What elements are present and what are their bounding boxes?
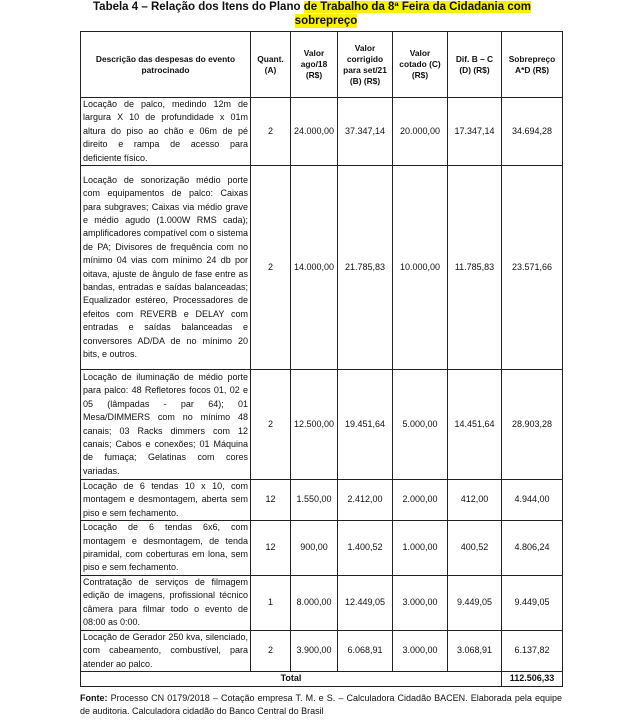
expense-table xyxy=(80,31,563,687)
header-valor-ago: Valor ago/18 (R$) xyxy=(291,32,338,98)
total-value: 112.506,33 xyxy=(502,672,563,686)
total-label: Total xyxy=(81,672,502,686)
header-row xyxy=(81,32,563,98)
row-valor-ago: 24.000,00 xyxy=(291,98,338,166)
row-valor-cotado: 20.000,00 xyxy=(393,98,448,166)
header-sobrepreco: Sobrepreço A*D (R$) xyxy=(502,32,563,98)
row-dif: 11.785,83 xyxy=(448,166,502,370)
row-valor-ago: 1.550,00 xyxy=(291,480,338,521)
row-dif: 412,00 xyxy=(448,480,502,521)
row-valor-cotado: 3.000,00 xyxy=(393,575,448,630)
row-desc: Contratação de serviços de filmagem edição de imagens, profissional técnico câmera para filmar todo o evento de 08:00 as 0:00. xyxy=(81,575,251,630)
table-row xyxy=(81,630,563,671)
row-sobrepreco: 23.571,66 xyxy=(502,166,563,370)
table-row xyxy=(81,98,563,166)
footnote-label: Fonte: xyxy=(80,693,108,703)
row-desc: Locação de Gerador 250 kva, silenciado, com cabeamento, combustível, para atender ao palco. xyxy=(81,630,251,671)
row-valor-ago: 14.000,00 xyxy=(291,166,338,370)
row-valor-corrigido: 6.068,91 xyxy=(338,630,393,671)
total-row xyxy=(81,672,563,686)
row-valor-corrigido: 21.785,83 xyxy=(338,166,393,370)
row-dif: 400,52 xyxy=(448,521,502,576)
title-highlight-2: sobrepreço xyxy=(294,15,358,27)
row-quant: 1 xyxy=(251,575,291,630)
row-sobrepreco: 34.694,28 xyxy=(502,98,563,166)
source-footnote xyxy=(80,692,562,718)
row-dif: 9.449,05 xyxy=(448,575,502,630)
row-valor-cotado: 5.000,00 xyxy=(393,370,448,480)
row-valor-corrigido: 19.451,64 xyxy=(338,370,393,480)
row-dif: 14.451,64 xyxy=(448,370,502,480)
row-valor-corrigido: 2.412,00 xyxy=(338,480,393,521)
row-quant: 2 xyxy=(251,98,291,166)
row-valor-cotado: 1.000,00 xyxy=(393,521,448,576)
row-valor-ago: 8.000,00 xyxy=(291,575,338,630)
footnote-text: Processo CN 0179/2018 – Cotação empresa T. M. e S. – Calculadora Cidadão BACEN. Elaborada pela equipe de auditoria. Calculadora cidadão do Banco Central do Brasil xyxy=(80,693,562,716)
title-highlight-1: de Trabalho da 8ª Feira da Cidadania com xyxy=(303,1,531,13)
row-valor-corrigido: 37.347,14 xyxy=(338,98,393,166)
row-dif: 17.347,14 xyxy=(448,98,502,166)
row-valor-ago: 3.900,00 xyxy=(291,630,338,671)
header-dif: Dif. B – C (D) (R$) xyxy=(448,32,502,98)
table-row xyxy=(81,480,563,521)
row-desc: Locação de 6 tendas 6x6, com montagem e desmontagem, de tenda piramidal, com coberturas em lona, sem piso e sem fechamento. xyxy=(81,521,251,576)
row-valor-cotado: 2.000,00 xyxy=(393,480,448,521)
header-valor-cotado: Valor cotado (C) (R$) xyxy=(393,32,448,98)
header-valor-corrigido: Valor corrigido para set/21 (B) (R$) xyxy=(338,32,393,98)
row-desc: Locação de 6 tendas 10 x 10, com montagem e desmontagem, aberta sem piso e sem fechamento. xyxy=(81,480,251,521)
table-title xyxy=(0,0,624,28)
table-row xyxy=(81,521,563,576)
row-valor-cotado: 10.000,00 xyxy=(393,166,448,370)
row-desc: Locação de sonorização médio porte com equipamentos de palco: Caixas para subgraves; Caixas via médio grave e médio agudo (1.000W RMS cada); amplificadores compatível com o sistema de PA; Divisores de frequência com no mínimo 04 vias com mínimo 24 db por oitava, ajuste de ângulo de fase entre as bandas, entradas e saídas balanceadas; Equalizador estéreo, Processadores de efeitos com REVERB e DELAY com entradas e saídas balanceadas e conversores AD/DA de no mínimo 20 bits, e outros. xyxy=(81,166,251,370)
header-quant: Quant. (A) xyxy=(251,32,291,98)
row-quant: 2 xyxy=(251,166,291,370)
row-quant: 12 xyxy=(251,521,291,576)
row-valor-corrigido: 12.449,05 xyxy=(338,575,393,630)
row-sobrepreco: 4.944,00 xyxy=(502,480,563,521)
row-valor-ago: 12.500,00 xyxy=(291,370,338,480)
table-row xyxy=(81,166,563,370)
row-valor-corrigido: 1.400,52 xyxy=(338,521,393,576)
row-desc: Locação de palco, medindo 12m de largura X 10 de profundidade x 01m altura do piso ao chão e 06m de pé direito e rampa de acesso para deficiente físico. xyxy=(81,98,251,166)
row-dif: 3.068,91 xyxy=(448,630,502,671)
row-quant: 2 xyxy=(251,370,291,480)
header-desc: Descrição das despesas do evento patrocinado xyxy=(81,32,251,98)
row-desc: Locação de iluminação de médio porte para palco: 48 Refletores focos 01, 02 e 05 (lâmpadas - par 64); 01 Mesa/DIMMERS com no mínimo 48 canais; 03 Racks dimmers com 12 canais; Cabos e conexões; 01 Máquina de fumaça; Gelatinas com cores variadas. xyxy=(81,370,251,480)
row-quant: 12 xyxy=(251,480,291,521)
row-sobrepreco: 9.449,05 xyxy=(502,575,563,630)
row-valor-ago: 900,00 xyxy=(291,521,338,576)
row-sobrepreco: 6.137,82 xyxy=(502,630,563,671)
row-sobrepreco: 4.806,24 xyxy=(502,521,563,576)
row-valor-cotado: 3.000,00 xyxy=(393,630,448,671)
row-sobrepreco: 28.903,28 xyxy=(502,370,563,480)
row-quant: 2 xyxy=(251,630,291,671)
table-row xyxy=(81,575,563,630)
title-prefix: Tabela 4 – Relação dos Itens do Plano xyxy=(93,1,304,13)
table-row xyxy=(81,370,563,480)
